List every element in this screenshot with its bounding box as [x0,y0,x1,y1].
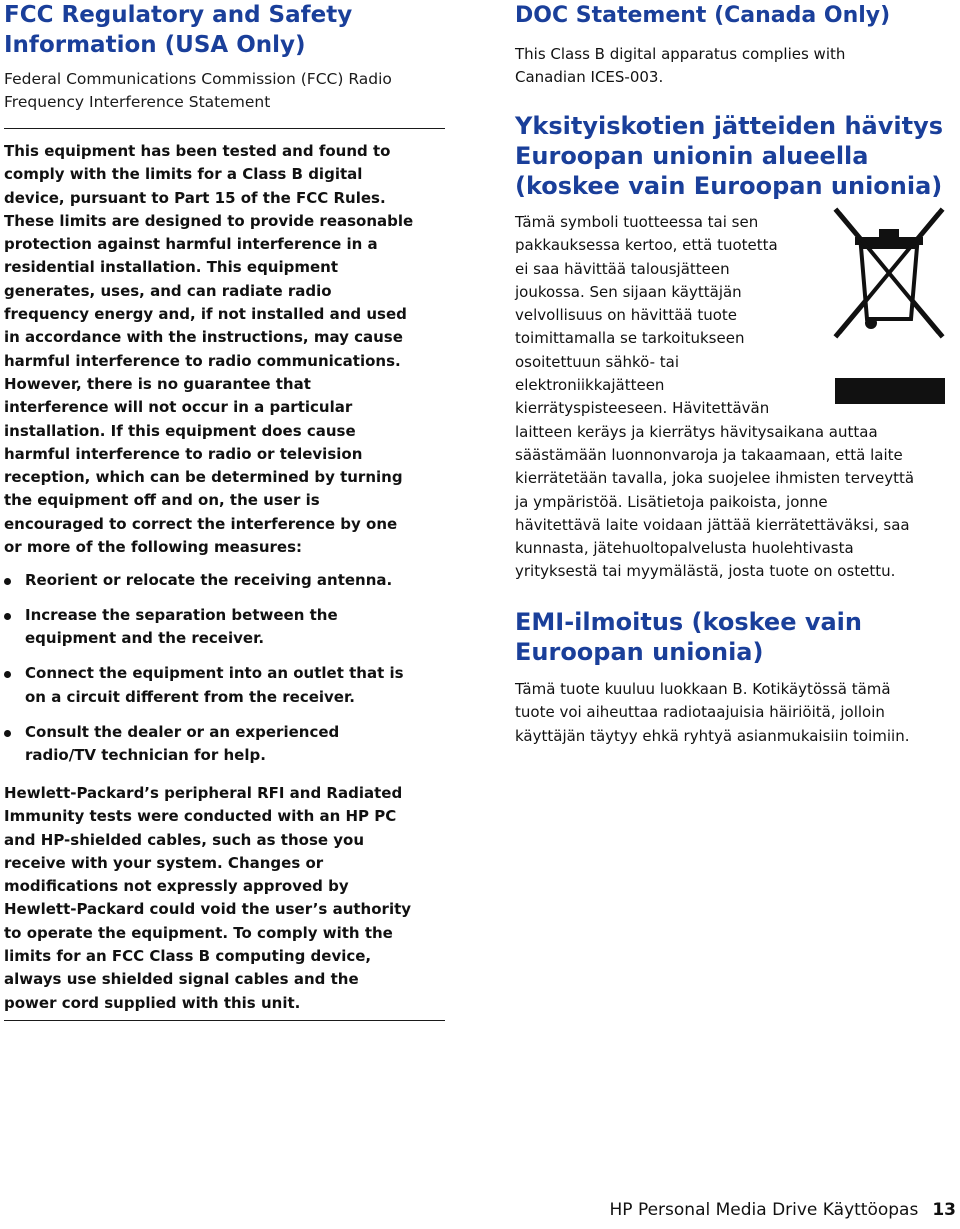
fcc-statement-paragraph: This equipment has been tested and found to comply with the limits for a Class B digital device, pursuant to Part 15 of the FCC Rules. These limits are designed to provide reasonable protection against harmful interference in a residential installation. This equipment generates, uses, and can radiate radio frequency energy and, if not installed and used in accordance with the instructions, may cause harmful interference to radio communications. However, there is no guarantee that interference will not occur in a particular installation. If this equipment does cause harmful interference to radio or television reception, which can be determined by turning the equipment off and on, the user is encouraged to correct the interference by one or more of the following measures: [4,142,414,557]
emi-section-title: EMI-ilmoitus (koskee vain Euroopan unionia) [515,608,862,666]
footer-title: HP Personal Media Drive Käyttöopas [609,1200,919,1220]
divider-bottom [4,1020,445,1021]
bullet-icon [4,730,11,737]
weee-body-text: Tämä symboli tuotteessa tai sen pakkauksessa kertoo, että tuotetta ei saa hävittää talousjätteen joukossa. Sen sijaan käyttäjän velvollisuus on hävittää tuote toimittamalla se tarkoitukseen osoitettuun sähkö- tai elektroniikkajätteen kierrätyspisteeseen. Hävitettävän laitteen keräys ja kierrätys hävitysaikana auttaa säästämään luonnonvaroja ja takaamaan, että laite kierrätetään tavalla, joka suojelee ihmisten terveyttä ja ympäristöä. Lisätietoja paikoista, jonne hävitettävä laite voidaan jättää kierrätettäväksi, saa kunnasta, jätehuoltopalvelusta huolehtivasta yrityksestä tai myymälästä, josta tuote on ostettu. [515,213,915,581]
divider-top [4,128,445,129]
doc-statement-text: This Class B digital apparatus complies with Canadian ICES-003. [515,45,846,87]
bullet-icon [4,613,11,620]
page-number: 13 [932,1200,956,1220]
hp-compliance-paragraph: Hewlett-Packard’s peripheral RFI and Radiated Immunity tests were conducted with an HP PC and HP-shielded cables, such as those you receive with your system. Changes or modifications not expressly approved by Hewlett-Packard could void the user’s authority to operate the equipment. To comply with the limits for an FCC Class B computing device, always use shielded signal cables and the power cord supplied with this unit. [4,784,412,1012]
emi-body-text: Tämä tuote kuuluu luokkaan B. Kotikäytössä tämä tuote voi aiheuttaa radiotaajuisia häiriöitä, jolloin käyttäjän täytyy ehkä ryhtyä asianmukaisiin toimiin. [515,680,910,745]
doc-section-title: DOC Statement (Canada Only) [515,3,891,28]
list-item: Connect the equipment into an outlet that is on a circuit different from the receiver. [4,662,404,709]
crossed-out-wheeled-bin-icon [833,207,945,339]
fcc-subtitle: Federal Communications Commission (FCC) Radio Frequency Interference Statement [4,70,392,111]
page-footer [610,1197,957,1223]
fcc-measures-list [4,569,404,779]
list-item: Reorient or relocate the receiving antenna. [4,569,404,592]
list-item: Consult the dealer or an experienced radio/TV technician for help. [4,721,404,768]
fcc-section-title: FCC Regulatory and Safety Information (USA Only) [4,2,353,58]
weee-section-title: Yksityiskotien jätteiden hävitys Euroopan unionin alueella (koskee vain Euroopan unionia) [515,112,944,200]
bullet-icon [4,578,11,585]
weee-marking-bar [835,378,945,404]
list-item: Increase the separation between the equipment and the receiver. [4,604,404,651]
bullet-icon [4,671,11,678]
